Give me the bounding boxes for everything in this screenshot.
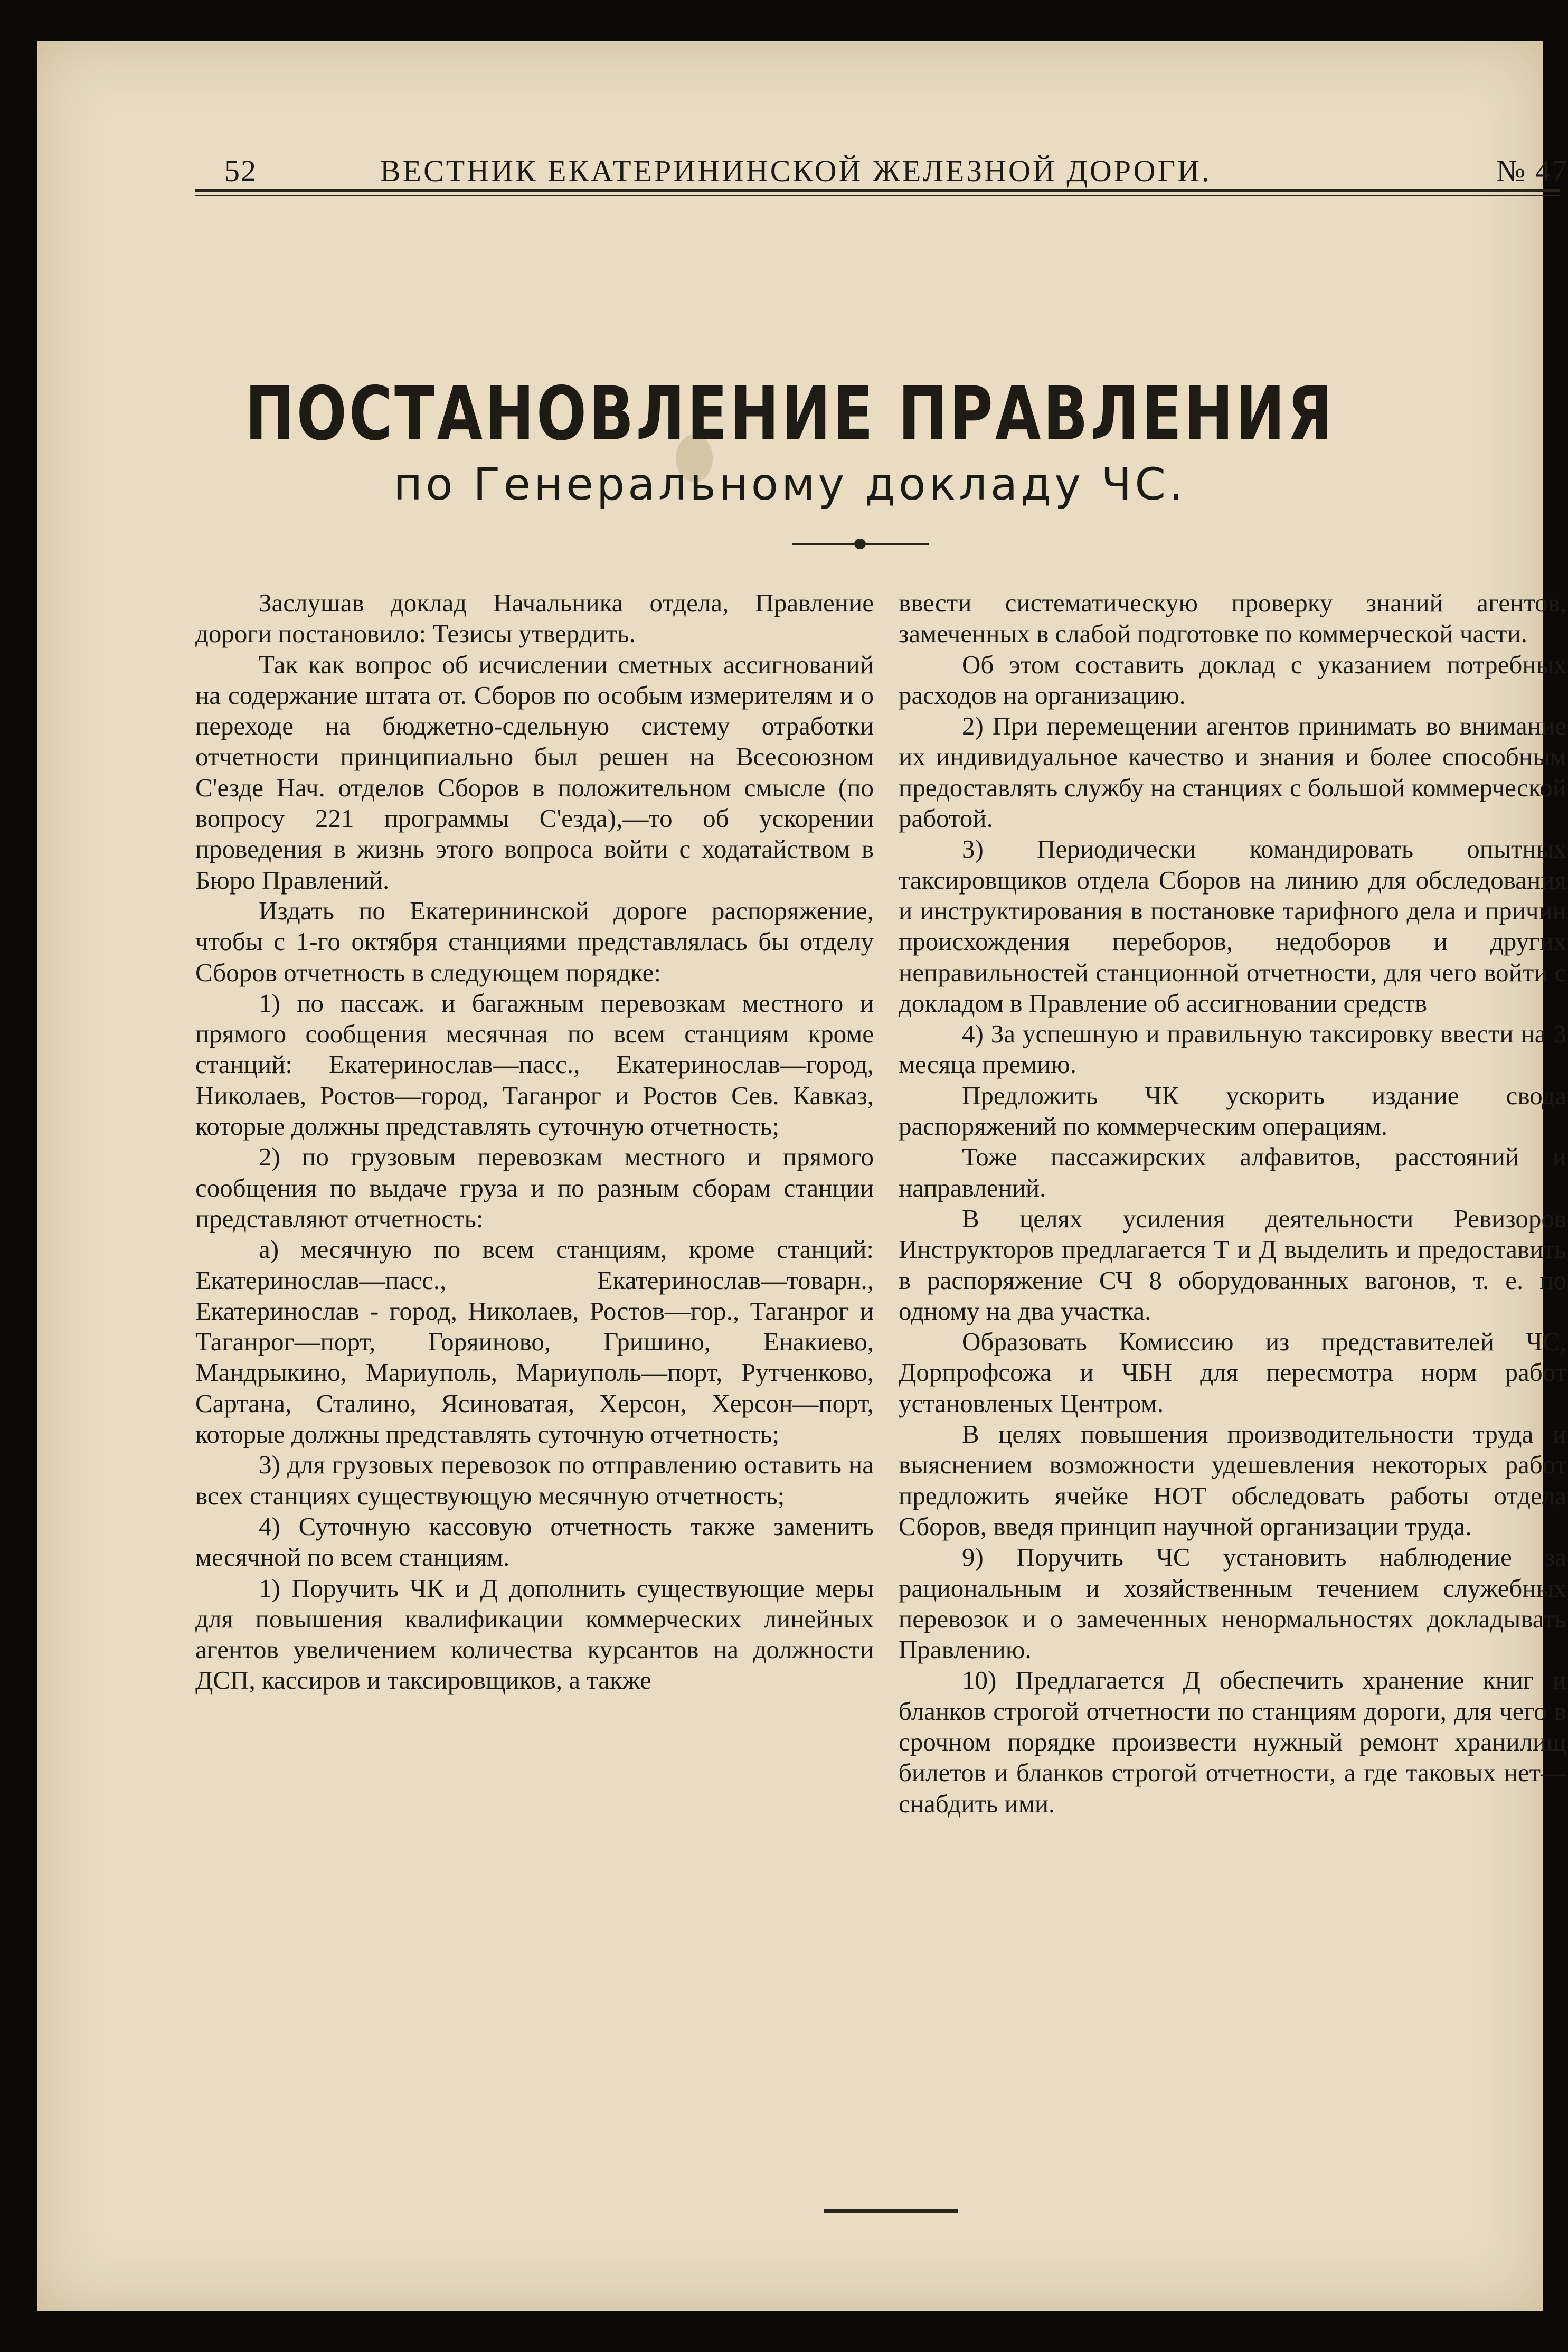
- running-header: [195, 153, 1568, 190]
- paragraph: 10) Предлагается Д обеспечить хранение книг и бланков строгой отчетности по станциям дороги, для чего в срочном порядке произвести нужный ремонт хранилищ билетов и бланков строгой отчетности, а где таковых нет—снабдить ими.: [899, 1666, 1566, 1818]
- article-subtitle: по Генеральному докладу ЧС.: [393, 458, 1186, 510]
- paragraph: 3) Периодически командировать опытных таксировщиков отдела Сборов на линию для обследования и инструктирования в постановке тарифного дела и причин происхождения переборов, недоборов и других неправильностей станционной отчетности, для чего войти с докладом в Правление об ассигновании средств: [899, 834, 1566, 1018]
- paragraph: Издать по Екатерининской дороге распоряжение, чтобы с 1-го октября станциями представлялась бы отделу Сборов отчетность в следующем порядке:: [195, 896, 874, 987]
- paragraph: В целях усиления деятельности Ревизоров Инструкторов предлагается Т и Д выделить и предоставить в распоряжение СЧ 8 оборудованных вагонов, т. е. по одному на два участка.: [899, 1203, 1566, 1325]
- paragraph: Об этом составить доклад с указанием потребных расходов на организацию.: [899, 650, 1566, 710]
- paragraph-continuation: ввести систематическую проверку знаний агентов, замеченных в слабой подготовке по коммерческой части.: [899, 588, 1566, 648]
- paragraph: 3) для грузовых перевозок по отправлению оставить на всех станциях существующую месячную отчетность;: [195, 1450, 874, 1510]
- paragraph: 4) За успешную и правильную таксировку ввести на 3 месяца премию.: [899, 1019, 1566, 1079]
- paragraph: В целях повышения производительности труда и выяснением возможности удешевления некоторых работ предложить ячейке НОТ обследовать работы отдела Сборов, введя принцип научной организации труда.: [899, 1419, 1566, 1541]
- journal-title: ВЕСТНИК ЕКАТЕРИНИНСКОЙ ЖЕЛЕЗНОЙ ДОРОГИ.: [380, 154, 1212, 188]
- paragraph: 2) по грузовым перевозкам местного и прямого сообщения по выдаче груза и по разным сборам станции представляют отчетность:: [195, 1142, 874, 1233]
- paragraph: Образовать Комиссию из представителей ЧС, Дорпрофсожа и ЧБН для пересмотра норм работ установленых Центром.: [899, 1327, 1566, 1418]
- paragraph: 9) Поручить ЧС установить наблюдение за рациональным и хозяйственным течением служебных перевозок и о замеченных ненормальностях докладывать Правлению.: [899, 1542, 1566, 1664]
- header-rule-thin: [195, 195, 1560, 196]
- paragraph: 4) Суточную кассовую отчетность также заменить месячной по всем станциям.: [195, 1511, 874, 1572]
- left-column: [195, 588, 874, 1696]
- end-rule: [824, 2209, 958, 2213]
- paragraph: 1) по пассаж. и багажным перевозкам местного и прямого сообщения месячная по всем станциям кроме станций: Екатеринослав—пасс., Екатеринослав—город, Николаев, Ростов—город, Таганрог и Ростов Сев. Кавказ, которые должны представлять суточную отчетность;: [195, 988, 874, 1141]
- paragraph: а) месячную по всем станциям, кроме станций: Екатеринослав—пасс., Екатеринослав—товарн., Екатеринослав - город, Николаев, Ростов—гор., Таганрог и Таганрог—порт, Горяиново, Гришино, Енакиево, Мандрыкино, Мариуполь, Мариуполь—порт, Рутченково, Сартана, Сталино, Ясиноватая, Херсон, Херсон—порт, которые должны представлять суточную отчетность;: [195, 1235, 874, 1449]
- paragraph: 2) При перемещении агентов принимать во внимание их индивидуальное качество и знания и более способным предоставлять службу на станциях с большой коммерческой работой.: [899, 711, 1566, 833]
- title-ornament-dot: [854, 539, 866, 549]
- paragraph: Предложить ЧК ускорить издание свода распоряжений по коммерческим операциям.: [899, 1080, 1566, 1141]
- header-rule-thick: [195, 189, 1560, 192]
- right-column: [899, 588, 1566, 1819]
- page: [37, 41, 1568, 2311]
- article-title: ПОСТАНОВЛЕНИЕ ПРАВЛЕНИЯ: [244, 371, 1335, 457]
- paragraph: Заслушав доклад Начальника отдела, Правление дороги постановило: Тезисы утвердить.: [195, 588, 874, 648]
- paragraph: 1) Поручить ЧК и Д дополнить существующие меры для повышения квалификации коммерческих линейных агентов увеличением количества курсантов на должности ДСП, кассиров и таксировщиков, а также: [195, 1573, 874, 1695]
- issue-number: № 47: [1496, 154, 1568, 188]
- page-number: 52: [224, 154, 257, 188]
- paragraph: Тоже пассажирских алфавитов, расстояний и направлений.: [899, 1142, 1566, 1202]
- paragraph: Так как вопрос об исчислении сметных ассигнований на содержание штата от. Сборов по особым измерителям и о переходе на бюджетно-сдельную систему отработки отчетности принципиально был решен на Всесоюзном С'езде Нач. отделов Сборов в положительном смысле (по вопросу 221 программы С'езда),—то об ускорении проведения в жизнь этого вопроса войти с ходатайством в Бюро Правлений.: [195, 650, 874, 895]
